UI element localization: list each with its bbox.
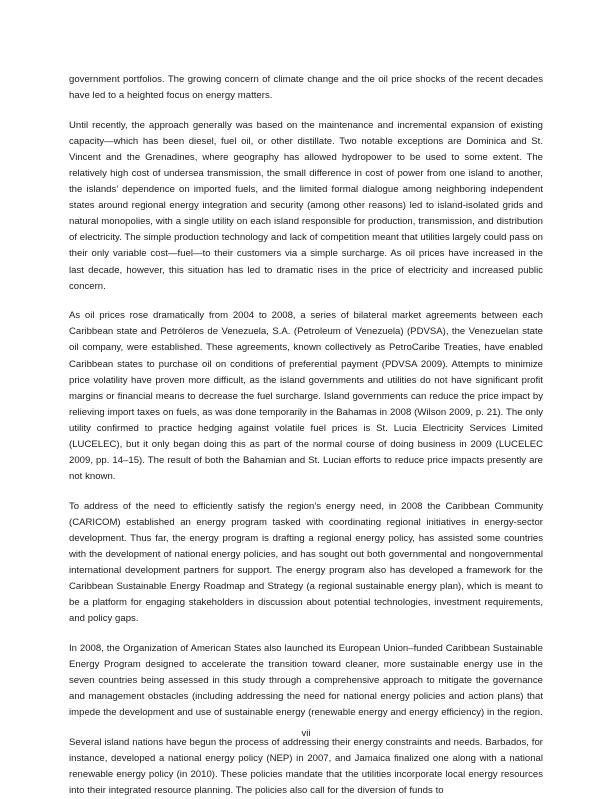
paragraph: As oil prices rose dramatically from 2004 to 2008, a series of bilateral market agreements between each Caribbean state and Petróleros de Venezuela, S.A. (Petroleum of Venezuela) (PDVSA), the Venezuelan state oil company, were established. These agreements, known collectively as PetroCaribe Treaties, have enabled Caribbean states to purchase oil on conditions of preferential payment (PDVSA 2009). Attempts to minimize price volatility have proven more difficult, as the island governments and utilities do not have significant profit margins or financial means to decrease the fuel surcharge. Island governments can reduce the price impact by relieving import taxes on fuels, as was done temporarily in the Bahamas in 2008 (Wilson 2009, p. 21). The only utility confirmed to practice hedging against volatile fuel prices is St. Lucia Electricity Services Limited (LUCELEC), but it only began doing this as part of the normal course of doing business in 2009 (LUCELEC 2009, pp. 14–15). The result of both the Bahamian and St. Lucian efforts to reduce price impacts presently are not known. xyxy=(69,310,543,483)
paragraph: government portfolios. The growing concern of climate change and the oil price shocks of the recent decades have led to a heighted focus on energy matters. xyxy=(69,74,543,102)
paragraph: Until recently, the approach generally was based on the maintenance and incremental expansion of existing capacity—which has been diesel, fuel oil, or other distillate. Two notable exceptions are Dominica and St. Vincent and the Grenadines, where geography has allowed hydropower to be used to some extent. The relatively high cost of undersea transmission, the small difference in cost of power from one island to another, the islands’ dependence on imported fuels, and the limited formal dialogue among neighboring independent states around regional energy integration and security (among other reasons) led to island-isolated grids and natural monopolies, with a single utility on each island responsible for production, transmission, and distribution of electricity. The simple production technology and lack of competition meant that utilities largely could pass on their only variable cost—fuel—to their customers via a simple surcharge. As oil prices have increased in the last decade, however, this situation has led to dramatic rises in the price of electricity and increased public concern. xyxy=(69,119,543,292)
page-number: vii xyxy=(301,728,311,739)
paragraph: In 2008, the Organization of American States also launched its European Union–funded Caribbean Sustainable Energy Program designed to accelerate the transition toward cleaner, more sustainable energy use in the seven countries being assessed in this study through a comprehensive approach to mitigate the governance and management obstacles (including addressing the need for national energy policies and action plans) that impede the development and use of sustainable energy (renewable energy and energy efficiency) in the region. xyxy=(69,643,543,719)
page-body-text xyxy=(69,72,543,799)
paragraph: Several island nations have begun the process of addressing their energy constraints and needs. Barbados, for instance, developed a national energy policy (NEP) in 2007, and Jamaica finalized one along with a national renewable energy policy (in 2010). These policies mandate that the utilities incorporate local energy resources into their integrated resource planning. The policies also call for the diversion of funds to xyxy=(69,736,543,797)
paragraph: To address of the need to efficiently satisfy the region’s energy need, in 2008 the Caribbean Community (CARICOM) established an energy program tasked with coordinating regional initiatives in energy-sector development. Thus far, the energy program is drafting a regional energy policy, has assisted some countries with the development of national energy policies, and has sought out both governmental and nongovernmental international development partners for support. The energy program also has developed a framework for the Caribbean Sustainable Energy Roadmap and Strategy (a regional sustainable energy plan), which is meant to be a platform for engaging stakeholders in discussion about potential technologies, investment requirements, and policy gaps. xyxy=(69,500,543,625)
